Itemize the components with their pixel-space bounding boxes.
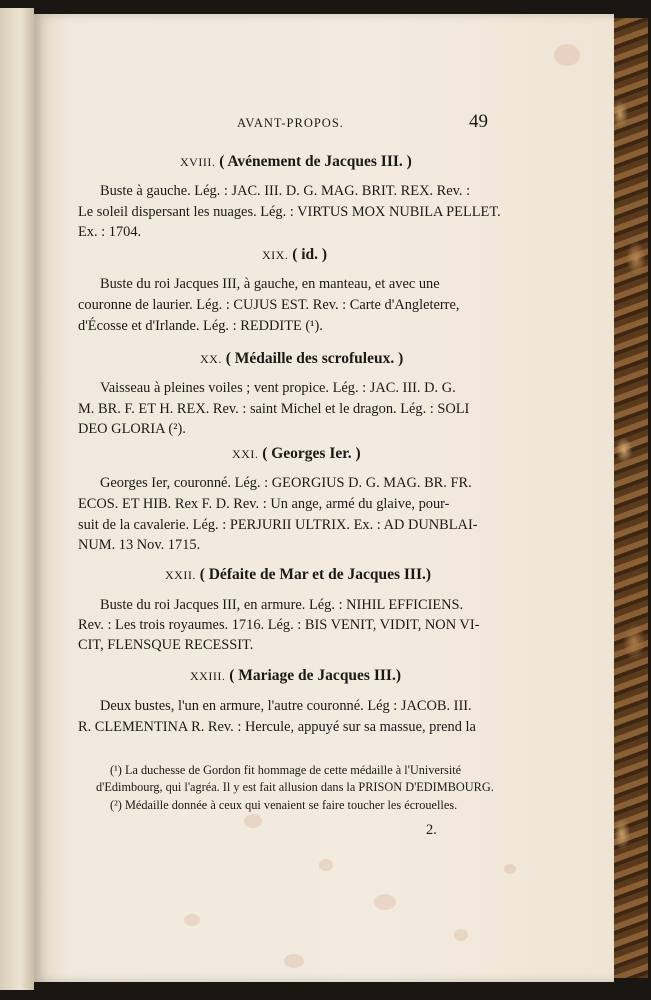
foxing-spot — [504, 864, 516, 874]
text-line: Buste à gauche. Lég. : JAC. III. D. G. MAG. BRIT. REX. Rev. : — [100, 183, 471, 199]
section-heading: XXI. ( Georges Ier. ) — [232, 445, 361, 462]
text-line: d'Écosse et d'Irlande. Lég. : REDDITE (¹). — [78, 318, 323, 334]
foxing-spot — [184, 914, 200, 926]
foxing-spot — [244, 814, 262, 828]
text-line: ECOS. ET HIB. Rex F. D. Rev. : Un ange, armé du glaive, pour- — [78, 496, 450, 512]
text-line: Ex. : 1704. — [78, 224, 142, 240]
text-line: M. BR. F. ET H. REX. Rev. : saint Michel et le dragon. Lég. : SOLI — [78, 401, 470, 417]
section-heading: XIX. ( id. ) — [262, 246, 328, 263]
foxing-spot — [319, 859, 333, 871]
text-line: Georges Ier, couronné. Lég. : GEORGIUS D. G. MAG. BR. FR. — [100, 475, 472, 491]
section-heading: XXII. ( Défaite de Mar et de Jacques III.) — [165, 566, 432, 583]
foxing-spot — [284, 954, 304, 968]
text-line: Buste du roi Jacques III, en armure. Lég. : NIHIL EFFICIENS. — [100, 597, 464, 613]
text-line: Deux bustes, l'un en armure, l'autre couronné. Lég : JACOB. III. — [100, 698, 472, 714]
section-heading: XVIII. ( Avénement de Jacques III. ) — [180, 153, 412, 170]
signature-mark: 2. — [426, 822, 437, 838]
text-line: couronne de laurier. Lég. : CUJUS EST. Rev. : Carte d'Angleterre, — [78, 297, 460, 313]
footnote-line: (²) Médaille donnée à ceux qui venaient se faire toucher les écrouelles. — [110, 798, 458, 812]
section-heading: XXIII. ( Mariage de Jacques III.) — [190, 667, 401, 684]
text-line: Buste du roi Jacques III, à gauche, en manteau, et avec une — [100, 276, 440, 292]
foxing-spot — [554, 44, 580, 66]
foxing-spot — [454, 929, 468, 941]
footnote-line: d'Edimbourg, qui l'agréa. Il y est fait allusion dans la PRISON D'EDIMBOURG. — [96, 780, 494, 794]
text-line: Vaisseau à pleines voiles ; vent propice. Lég. : JAC. III. D. G. — [100, 380, 456, 396]
left-page-edge — [0, 8, 34, 990]
text-line: R. CLEMENTINA R. Rev. : Hercule, appuyé sur sa massue, prend la — [78, 719, 476, 735]
foxing-spot — [374, 894, 396, 910]
footnote-line: (¹) La duchesse de Gordon fit hommage de cette médaille à l'Université — [110, 763, 462, 777]
text-line: Le soleil dispersant les nuages. Lég. : VIRTUS MOX NUBILA PELLET. — [78, 204, 501, 220]
text-line: suit de la cavalerie. Lég. : PERJURII ULTRIX. Ex. : AD DUNBLAI- — [78, 517, 478, 533]
text-line: Rev. : Les trois royaumes. 1716. Lég. : BIS VENIT, VIDIT, NON VI- — [78, 617, 480, 633]
section-heading: XX. ( Médaille des scrofuleux. ) — [200, 350, 404, 367]
text-line: DEO GLORIA (²). — [78, 421, 186, 437]
running-title: AVANT-PROPOS. — [237, 116, 344, 130]
text-line: NUM. 13 Nov. 1715. — [78, 537, 201, 553]
marbled-board-edge — [608, 18, 648, 978]
text-line: CIT, FLENSQUE RECESSIT. — [78, 637, 254, 653]
page-number: 49 — [469, 111, 488, 132]
